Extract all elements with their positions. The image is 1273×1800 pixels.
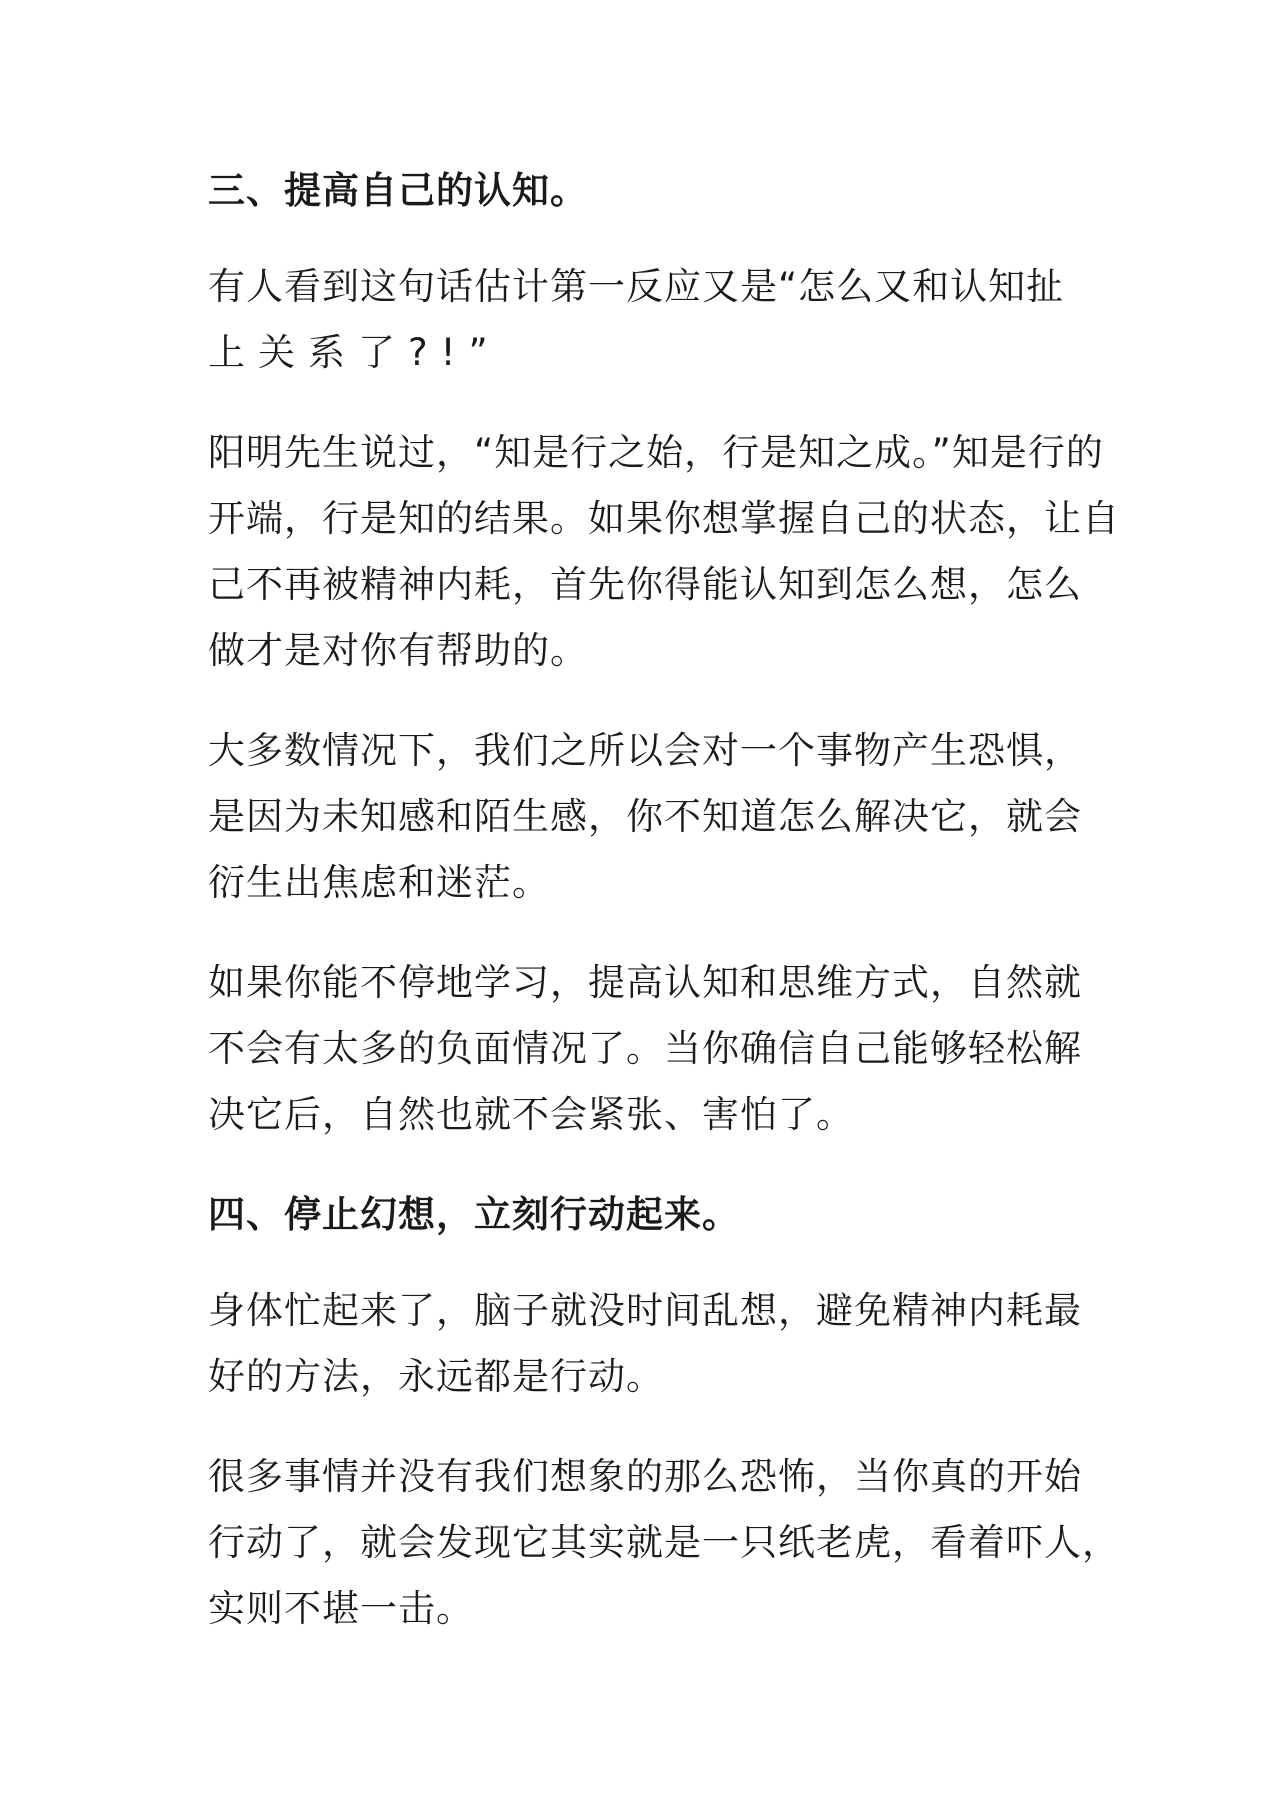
paragraph	[208, 1444, 1120, 1642]
paragraph-line: 有人看到这句话估计第一反应又是“怎么又和认知扯	[208, 265, 1065, 308]
paragraph-line: 衍生出焦虑和迷茫。	[208, 861, 550, 904]
paragraph-line: 身体忙起来了，脑子就没时间乱想，避免精神内耗最	[208, 1289, 1082, 1332]
paragraph-line: 做才是对你有帮助的。	[208, 629, 588, 672]
section-heading-3: 三、提高自己的认知。	[208, 169, 588, 212]
document-page	[208, 158, 1120, 1676]
paragraph-line: 行动了，就会发现它其实就是一只纸老虎，看着吓人，	[208, 1521, 1120, 1564]
paragraph-line: 实则不堪一击。	[208, 1587, 474, 1630]
paragraph-line: 决它后，自然也就不会紧张、害怕了。	[208, 1093, 854, 1136]
paragraph-line: 很多事情并没有我们想象的那么恐怖，当你真的开始	[208, 1455, 1082, 1498]
paragraph	[208, 950, 1088, 1148]
paragraph	[208, 1278, 1088, 1410]
paragraph	[208, 420, 1120, 684]
paragraph	[208, 254, 1088, 386]
section-heading-4: 四、停止幻想，立刻行动起来。	[208, 1193, 740, 1236]
paragraph-line: 如果你能不停地学习，提高认知和思维方式，自然就	[208, 961, 1082, 1004]
paragraph-line: 大多数情况下，我们之所以会对一个事物产生恐惧，	[208, 729, 1082, 772]
paragraph-line: 开端，行是知的结果。如果你想掌握自己的状态，让自	[208, 497, 1120, 540]
paragraph-line: 不会有太多的负面情况了。当你确信自己能够轻松解	[208, 1027, 1082, 1070]
paragraph-line: 是因为未知感和陌生感，你不知道怎么解决它，就会	[208, 795, 1082, 838]
paragraph-line: 上关系了?!”	[208, 331, 501, 374]
paragraph-line: 好的方法，永远都是行动。	[208, 1355, 664, 1398]
paragraph-line: 己不再被精神内耗，首先你得能认知到怎么想，怎么	[208, 563, 1082, 606]
paragraph	[208, 718, 1088, 916]
paragraph-line: 阳明先生说过，“知是行之始，行是知之成。”知是行的	[208, 431, 1104, 474]
